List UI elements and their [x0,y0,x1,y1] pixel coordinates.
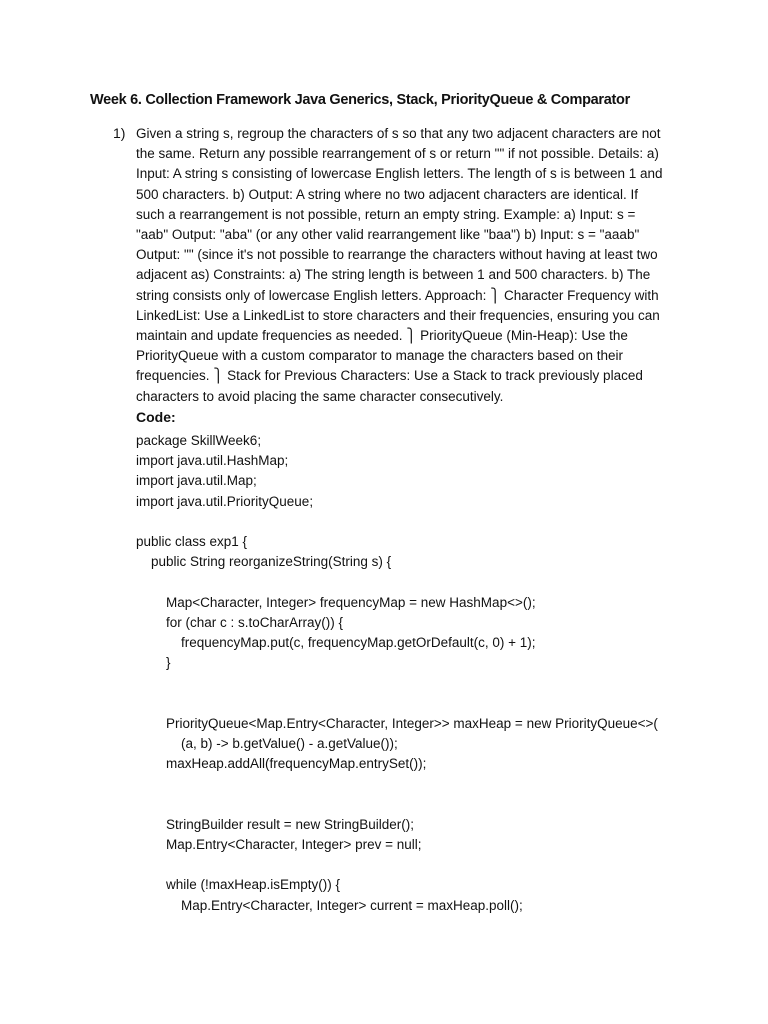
code-line: Map<Character, Integer> frequencyMap = new HashMap<>(); [136,594,536,610]
code-line: import java.util.HashMap; [136,453,289,469]
question-line: Output: "" (since it's not possible to rearrange the characters without having at least two [136,247,658,263]
question-line: the same. Return any possible rearrangement of s or return "" if not possible. Details: a) [136,146,659,162]
code-line: StringBuilder result = new StringBuilder(); [136,816,414,832]
code-line [136,694,658,714]
page-title: Week 6. Collection Framework Java Generics, Stack, PriorityQueue & Comparator [90,92,630,108]
code-line [136,673,658,693]
code-line [136,855,658,875]
question-line: PriorityQueue with a custom comparator to manage the characters based on their [136,348,623,364]
code-block [136,431,658,916]
code-line: public class exp1 { [136,534,248,549]
question-line: adjacent as) Constraints: a) The string length is between 1 and 500 characters. b) The [136,267,651,283]
code-heading: Code: [136,409,176,425]
question-line: maintain and update frequencies as needed. ⎫ PriorityQueue (Min-Heap): Use the [136,328,628,344]
code-line: import java.util.Map; [136,473,257,489]
code-line: frequencyMap.put(c, frequencyMap.getOrDefault(c, 0) + 1); [136,635,536,650]
code-line: PriorityQueue<Map.Entry<Character, Integer>> maxHeap = new PriorityQueue<>( [136,715,658,731]
code-line: Map.Entry<Character, Integer> prev = null; [136,836,422,852]
question-line: LinkedList: Use a LinkedList to store characters and their frequencies, ensuring you can [136,307,660,323]
question-line: frequencies. ⎫ Stack for Previous Characters: Use a Stack to track previously placed [136,368,643,384]
code-line: import java.util.PriorityQueue; [136,493,314,509]
code-line: (a, b) -> b.getValue() - a.getValue()); [136,735,398,751]
code-line: } [136,655,171,671]
code-line: while (!maxHeap.isEmpty()) { [136,877,341,893]
question-line: "aab" Output: "aba" (or any other valid rearrangement like "baa") b) Input: s = "aaab" [136,227,640,243]
question-paragraph [136,124,684,407]
code-line: public String reorganizeString(String s) { [136,554,392,570]
code-line [136,572,658,592]
question-line: Given a string s, regroup the characters of s so that any two adjacent characters are not [136,126,661,141]
code-line: maxHeap.addAll(frequencyMap.entrySet()); [136,756,427,772]
code-line: Map.Entry<Character, Integer> current = maxHeap.poll(); [136,897,523,913]
list-item-number: 1) [113,125,126,141]
code-line [136,512,658,532]
code-line [136,774,658,794]
code-line: for (char c : s.toCharArray()) { [136,614,344,630]
question-line: Input: A string s consisting of lowercase English letters. The length of s is between 1 and [136,166,663,182]
question-line: string consists only of lowercase English letters. Approach: ⎫ Character Frequency with [136,287,659,303]
question-line: characters to avoid placing the same character consecutively. [136,388,504,404]
code-line: package SkillWeek6; [136,433,262,448]
question-line: such a rearrangement is not possible, return an empty string. Example: a) Input: s = [136,206,636,222]
code-line [136,795,658,815]
question-line: 500 characters. b) Output: A string where no two adjacent characters are identical. If [136,186,639,202]
